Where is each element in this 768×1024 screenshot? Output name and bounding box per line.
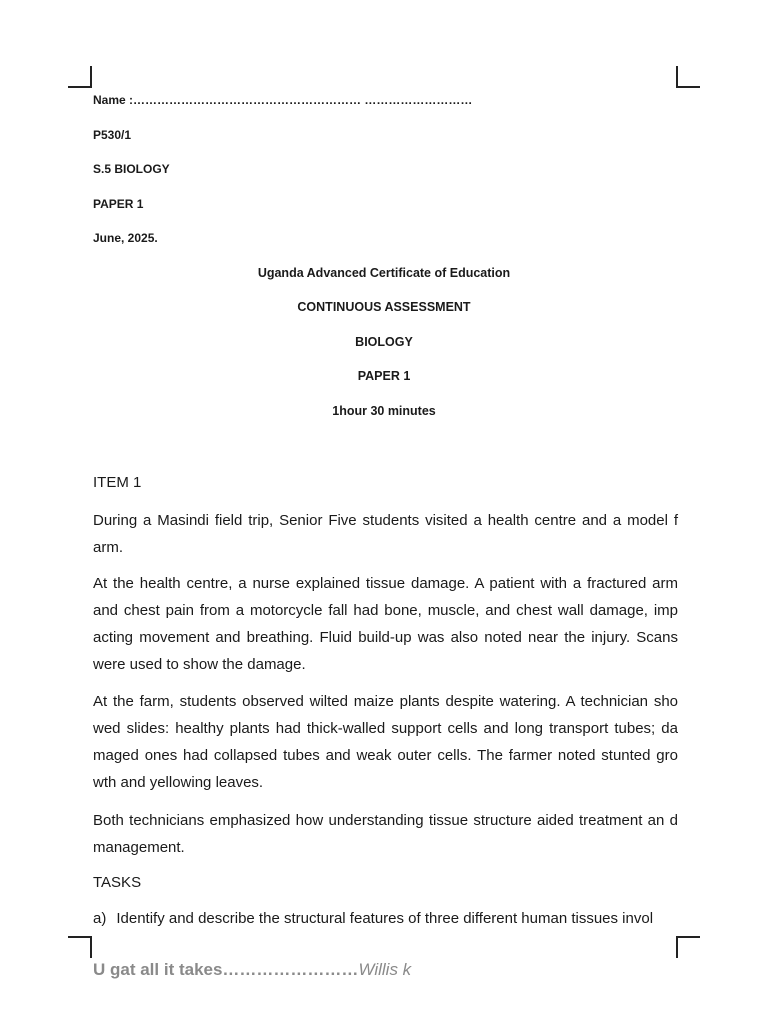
- crop-mark-top-left: [68, 66, 92, 88]
- footer-author: Willis k: [358, 960, 412, 979]
- task-a: [93, 910, 678, 927]
- duration: 1hour 30 minutes: [332, 404, 436, 418]
- crop-mark-bottom-right: [676, 936, 700, 958]
- crop-mark-top-right: [676, 66, 700, 88]
- subject-title: BIOLOGY: [355, 335, 413, 349]
- task-a-label: a): [93, 910, 107, 927]
- paper-title: PAPER 1: [357, 369, 411, 383]
- footer-slogan: U gat all it takes……………………: [93, 960, 359, 979]
- item-paragraph: At the health centre, a nurse explained tissue damage. A patient with a fractured arm and chest pain from a motorcycle fall had bone, muscle, and chest wall damage, imp acting movement and breathing. Fluid build-up was also noted near the injury. Scans were used to show the damage.: [93, 575, 678, 673]
- item-paragraph: At the farm, students observed wilted maize plants despite watering. A technician sho wed slides: healthy plants had thick-walled support cells and long transport tubes; da maged ones had collapsed tubes and weak outer cells. The farmer noted stunted gro wth and yellowing leaves.: [93, 693, 678, 791]
- paper-number: PAPER 1: [93, 197, 144, 211]
- exam-body-title: Uganda Advanced Certificate of Education: [257, 266, 511, 280]
- item-paragraph: During a Masindi field trip, Senior Five students visited a health centre and a model f arm.: [93, 512, 678, 556]
- class-subject: S.5 BIOLOGY: [93, 162, 170, 176]
- assessment-type: CONTINUOUS ASSESSMENT: [297, 300, 471, 314]
- paper-code: P530/1: [93, 128, 132, 142]
- footer: [93, 960, 411, 980]
- tasks-heading: TASKS: [93, 874, 142, 891]
- crop-mark-bottom-left: [68, 936, 92, 958]
- name-line: Name :………………………………………………… ………………………: [93, 93, 473, 107]
- item-title: ITEM 1: [93, 474, 142, 491]
- item-paragraph: Both technicians emphasized how understanding tissue structure aided treatment an d management.: [93, 812, 678, 856]
- exam-date: June, 2025.: [93, 231, 158, 245]
- task-a-text: Identify and describe the structural features of three different human tissues invol: [116, 910, 654, 927]
